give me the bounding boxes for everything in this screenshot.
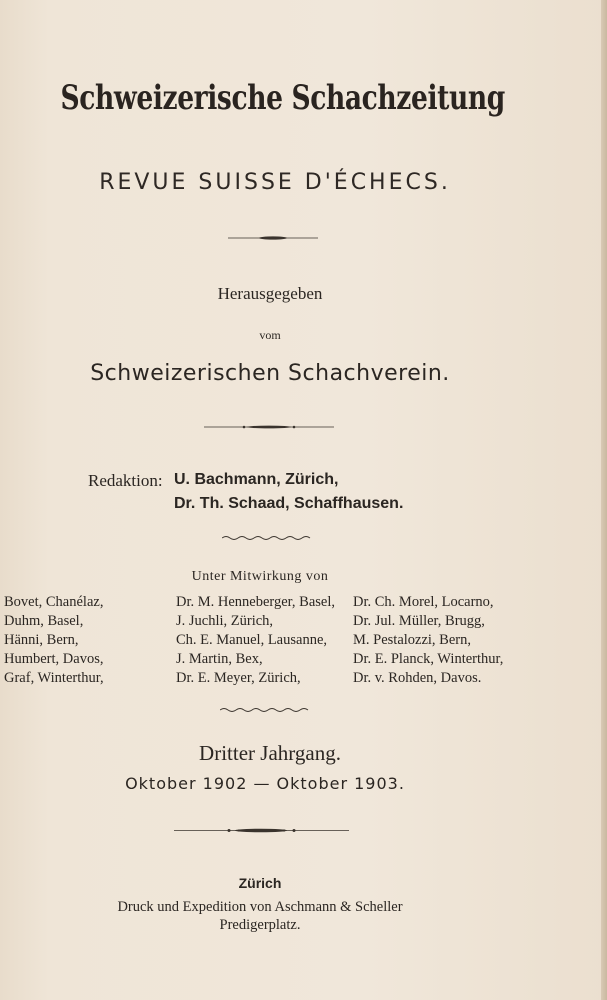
contributor: Dr. Ch. Morel, Locarno, [353,594,494,610]
published-by-from: vom [259,328,281,342]
published-by-label: Herausgegeben [217,284,323,303]
imprint-printer: Druck und Expedition von Aschmann & Scheller [117,899,403,915]
contributor: J. Martin, Bex, [176,651,263,667]
contributor: Dr. E. Planck, Winterthur, [353,651,504,667]
contributors-heading: Unter Mitwirkung von [191,569,329,584]
contributor: Dr. M. Henneberger, Basel, [176,594,336,610]
contributor: Dr. E. Meyer, Zürich, [176,670,301,686]
ornament-squiggle-2 [220,707,310,711]
journal-subtitle: REVUE SUISSE D'ÉCHECS. [99,170,451,195]
contributor: Dr. v. Rohden, Davos. [353,670,482,686]
contributor: M. Pestalozzi, Bern, [353,632,471,648]
contributor: Graf, Winterthur, [4,670,104,686]
editorial-label: Redaktion: [88,471,163,490]
contributor: Dr. Jul. Müller, Brugg, [353,613,485,629]
contributor: Duhm, Basel, [4,613,84,629]
editor-2: Dr. Th. Schaad, Schaffhausen. [174,495,404,512]
imprint-address: Predigerplatz. [219,917,301,933]
journal-title: Schweizerische Schachzeitung [60,78,505,118]
ornament-rule-1 [228,236,318,240]
ornament-rule-2 [204,425,334,429]
contributors-column-1 [4,593,104,688]
publication-period: Oktober 1902 — Oktober 1903. [125,774,405,793]
contributors-column-3 [353,593,503,688]
contributor: Humbert, Davos, [4,651,104,667]
association-name: Schweizerischen Schachverein. [90,361,450,386]
contributor: Bovet, Chanélaz, [4,594,104,610]
editor-1: U. Bachmann, Zürich, [174,471,339,488]
contributor: Hänni, Bern, [4,632,79,648]
ornament-rule-3 [174,828,349,832]
contributors-column-2 [176,593,335,688]
contributor: Ch. E. Manuel, Lausanne, [176,632,328,648]
volume-label: Dritter Jahrgang. [199,741,341,765]
ornament-squiggle-1 [222,535,312,539]
imprint-city: Zürich [238,875,282,891]
page-edge [601,0,607,1000]
contributor: J. Juchli, Zürich, [176,613,274,629]
